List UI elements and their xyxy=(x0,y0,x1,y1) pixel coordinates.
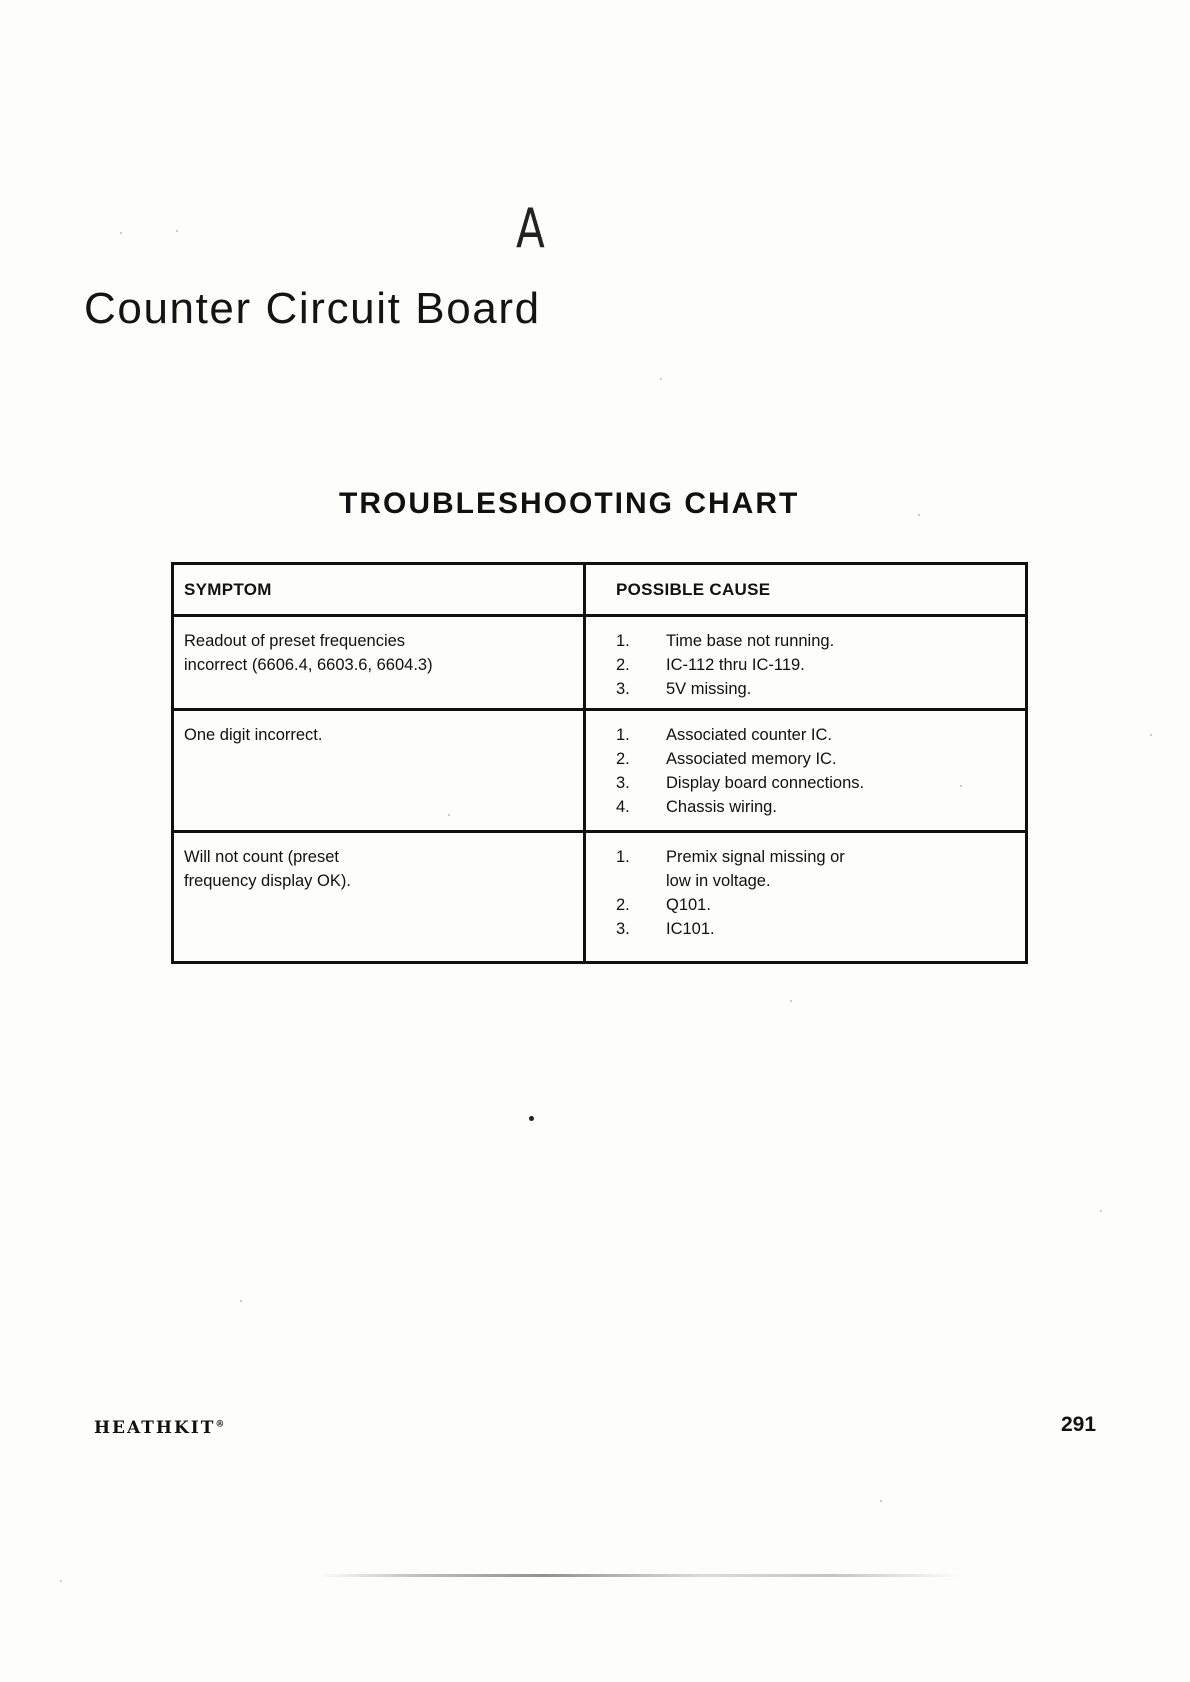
symptom-cell xyxy=(174,711,586,830)
brand-name: HEATHKIT xyxy=(94,1418,216,1438)
table-row xyxy=(174,833,1025,961)
cause-number: 3. xyxy=(616,680,630,698)
stray-dot xyxy=(529,1116,534,1121)
cause-item xyxy=(616,845,995,869)
cause-number: 2. xyxy=(616,656,630,674)
cause-item xyxy=(616,893,995,917)
symptom-text: Will not count (preset xyxy=(184,848,339,866)
symptom-text: incorrect (6606.4, 6603.6, 6604.3) xyxy=(184,656,433,674)
page-number: 291 xyxy=(1061,1413,1097,1436)
scan-speck xyxy=(660,378,662,380)
scan-speck xyxy=(60,1580,62,1582)
scan-speck xyxy=(790,1000,792,1002)
symptom-text: frequency display OK). xyxy=(184,872,351,890)
cause-item xyxy=(616,795,995,819)
cause-text: Associated memory IC. xyxy=(666,750,837,768)
cause-text: low in voltage. xyxy=(666,872,771,890)
cause-text: IC101. xyxy=(666,920,715,938)
table-header-row xyxy=(174,565,1025,617)
cause-item xyxy=(616,653,995,677)
cause-number-blank xyxy=(616,869,666,893)
cause-text: 5V missing. xyxy=(666,680,752,698)
scan-speck xyxy=(240,1300,242,1302)
cause-cell xyxy=(586,617,1025,708)
cause-text: Q101. xyxy=(666,896,711,914)
cause-item xyxy=(616,723,995,747)
cause-cell xyxy=(586,833,1025,961)
table-row xyxy=(174,711,1025,833)
cause-cell xyxy=(586,711,1025,830)
symptom-cell xyxy=(174,833,586,961)
scan-streak xyxy=(320,1574,960,1577)
cause-text: Time base not running. xyxy=(666,632,835,650)
cause-item xyxy=(616,917,995,941)
scan-speck xyxy=(1100,1210,1102,1212)
cause-number: 2. xyxy=(616,750,630,768)
handwritten-mark: A xyxy=(516,197,545,260)
cause-item xyxy=(616,771,995,795)
cause-text: Display board connections. xyxy=(666,774,865,792)
scan-speck xyxy=(918,514,920,516)
troubleshooting-table xyxy=(171,562,1028,964)
cause-text: IC-112 thru IC-119. xyxy=(666,656,805,674)
chart-title: TROUBLESHOOTING CHART xyxy=(339,487,800,520)
symptom-cell xyxy=(174,617,586,708)
symptom-text: Readout of preset frequencies xyxy=(184,632,406,650)
cause-number: 3. xyxy=(616,920,630,938)
cause-item xyxy=(616,747,995,771)
cause-item xyxy=(616,629,995,653)
cause-text: Chassis wiring. xyxy=(666,798,777,816)
cause-number: 1. xyxy=(616,632,630,650)
cause-number: 3. xyxy=(616,774,630,792)
cause-item xyxy=(616,677,995,701)
scan-speck xyxy=(880,1500,882,1502)
cause-number: 1. xyxy=(616,726,630,744)
cause-text: Associated counter IC. xyxy=(666,726,832,744)
page-title: Counter Circuit Board xyxy=(84,284,541,333)
cause-column-header: POSSIBLE CAUSE xyxy=(616,579,771,599)
cause-number: 4. xyxy=(616,798,630,816)
scan-speck xyxy=(176,230,178,232)
cause-text: Premix signal missing or xyxy=(666,848,845,866)
symptom-text: One digit incorrect. xyxy=(184,726,323,744)
cause-number: 2. xyxy=(616,896,630,914)
brand-logo xyxy=(94,1418,224,1438)
cause-number: 1. xyxy=(616,848,630,866)
scan-speck xyxy=(120,232,122,234)
scan-speck xyxy=(1150,734,1152,736)
cause-item xyxy=(616,869,995,893)
registered-mark: ® xyxy=(215,1419,225,1430)
table-row xyxy=(174,617,1025,711)
symptom-column-header: SYMPTOM xyxy=(174,565,586,614)
